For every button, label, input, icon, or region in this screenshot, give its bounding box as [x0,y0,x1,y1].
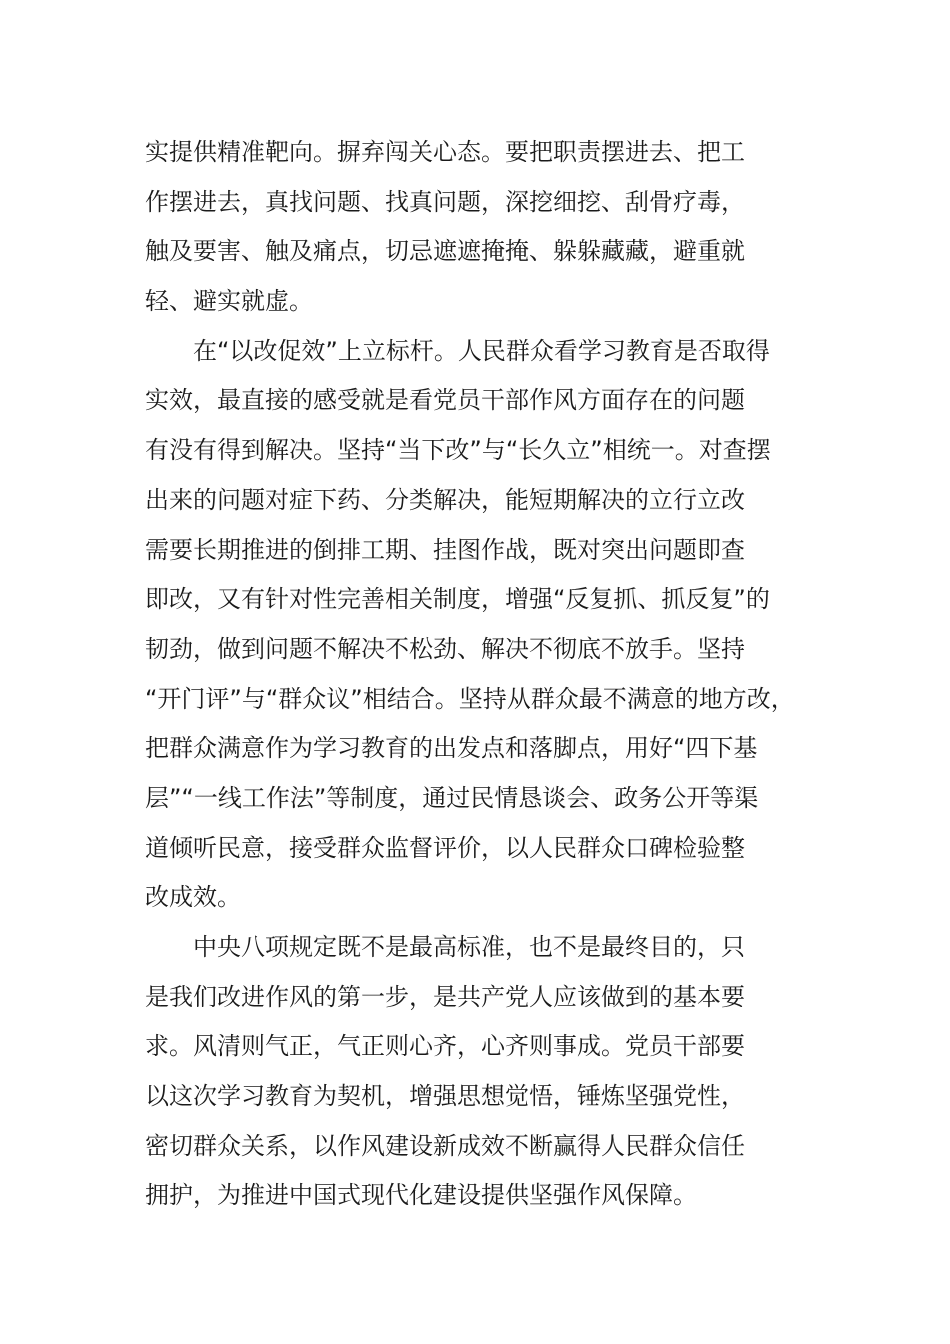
text-line: 把群众满意作为学习教育的出发点和落脚点，用好“四下基 [145,734,758,763]
paragraph-1 [145,128,835,327]
text-line: 求。风清则气正，气正则心齐，心齐则事成。党员干部要 [145,1032,745,1061]
text-line: “开门评”与“群众议”相结合。坚持从群众最不满意的地方改， [145,684,795,713]
text-line: 即改，又有针对性完善相关制度，增强“反复抓、抓反复”的 [145,585,770,614]
text-line: 出来的问题对症下药、分类解决，能短期解决的立行立改 [145,485,745,514]
text-line: 触及要害、触及痛点，切忌遮遮掩掩、躲躲藏藏，避重就 [145,237,745,266]
text-line: 实效，最直接的感受就是看党员干部作风方面存在的问题 [145,386,745,415]
text-line: 是我们改进作风的第一步，是共产党人应该做到的基本要 [145,982,745,1011]
paragraph-2 [145,327,835,923]
text-line: 需要长期推进的倒排工期、挂图作战，既对突出问题即查 [145,535,745,564]
document-body [145,128,835,1221]
text-line: 作摆进去，真找问题、找真问题，深挖细挖、刮骨疗毒， [145,187,745,216]
text-line: 密切群众关系，以作风建设新成效不断赢得人民群众信任 [145,1131,745,1160]
text-line: 拥护，为推进中国式现代化建设提供坚强作风保障。 [145,1181,697,1210]
paragraph-3 [145,923,835,1221]
text-line: 道倾听民意，接受群众监督评价，以人民群众口碑检验整 [145,833,745,862]
text-line: 轻、避实就虚。 [145,287,313,316]
text-line: 韧劲，做到问题不解决不松劲、解决不彻底不放手。坚持 [145,634,745,663]
text-line: 以这次学习教育为契机，增强思想觉悟，锤炼坚强党性， [145,1082,745,1111]
text-line: 改成效。 [145,883,241,912]
text-line: 有没有得到解决。坚持“当下改”与“长久立”相统一。对查摆 [145,436,771,465]
text-line: 中央八项规定既不是最高标准，也不是最终目的，只 [193,933,745,961]
text-line: 在“以改促效”上立标杆。人民群众看学习教育是否取得 [193,336,770,365]
text-line: 层”“一线工作法”等制度，通过民情恳谈会、政务公开等渠 [145,783,759,812]
text-line: 实提供精准靶向。摒弃闯关心态。要把职责摆进去、把工 [145,138,745,166]
